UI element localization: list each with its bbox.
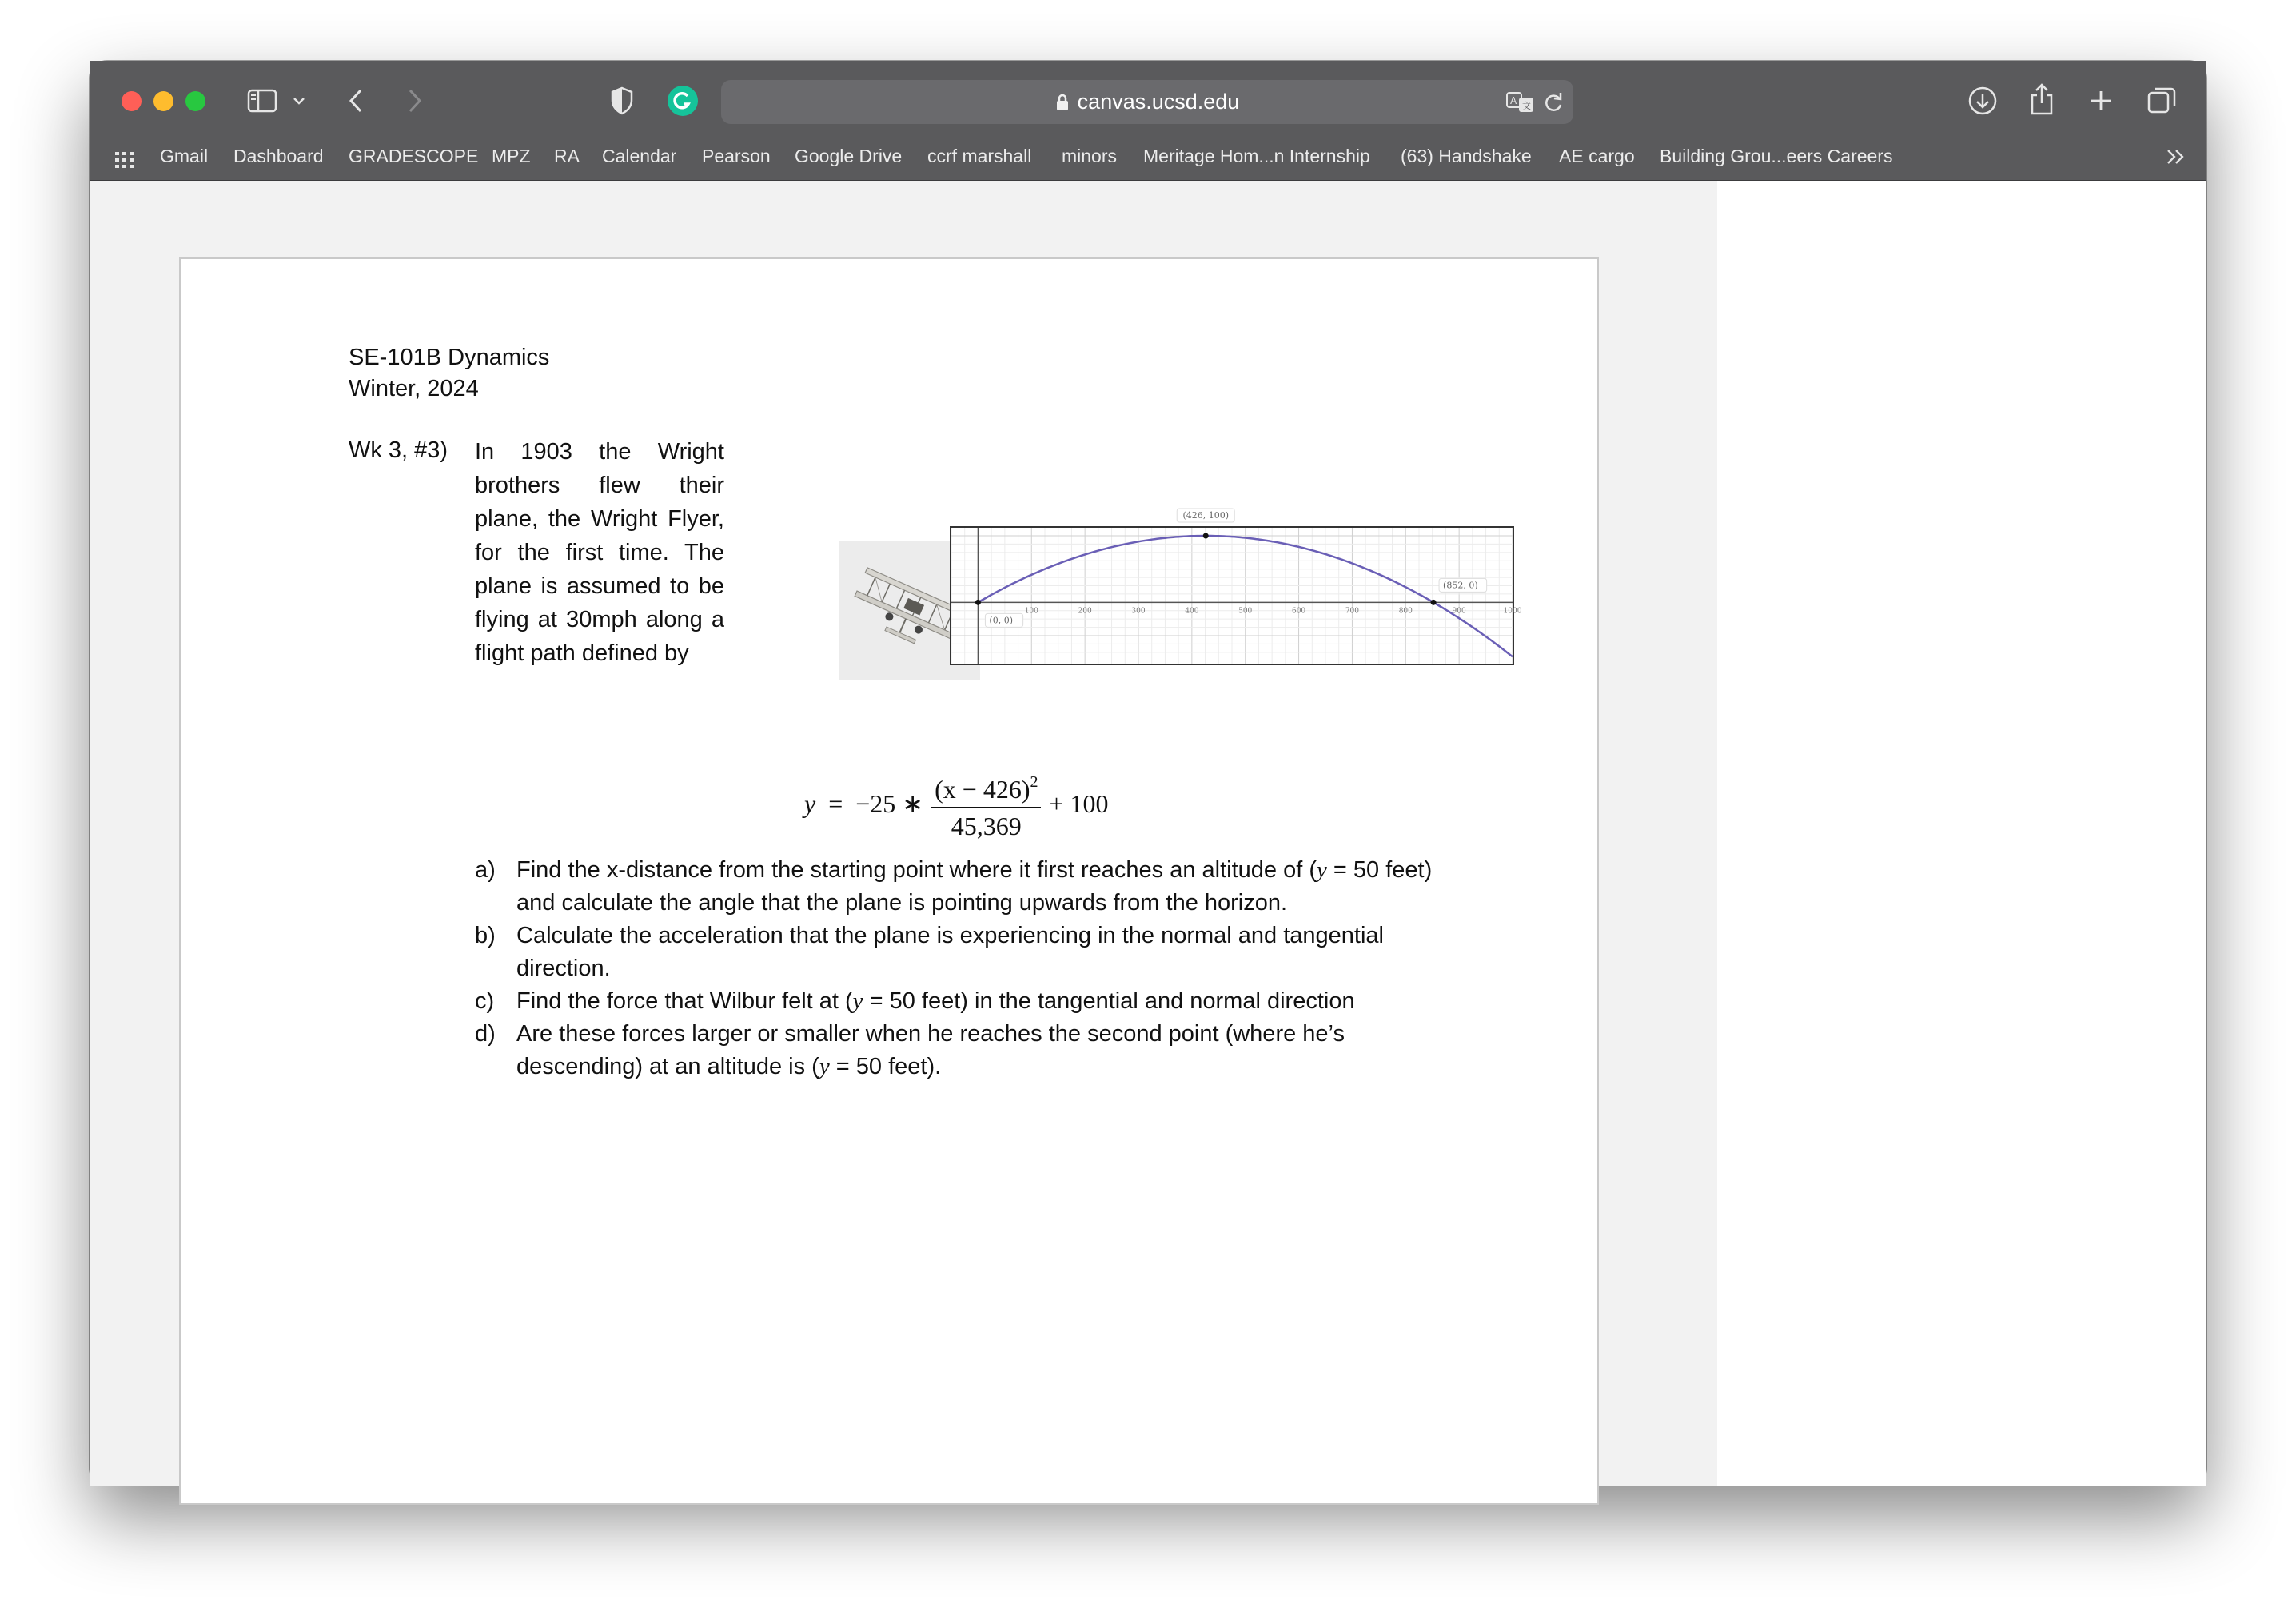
bookmark-ccrf-marshall[interactable]: ccrf marshall <box>927 146 1032 166</box>
part-variable: y <box>852 988 863 1014</box>
x-tick-label: 600 <box>1291 607 1306 616</box>
svg-text:文: 文 <box>1522 101 1531 111</box>
x-tick-label: 1000 <box>1503 607 1522 616</box>
x-tick-label: 200 <box>1078 607 1092 616</box>
bookmark-gmail[interactable]: Gmail <box>160 146 209 166</box>
part-text: Are these forces larger or smaller when he reaches the second point (where he’s descending) at an altitude is ( <box>516 1021 1345 1079</box>
part-label: a) <box>475 857 496 883</box>
bookmark-pearson[interactable]: Pearson <box>702 146 771 166</box>
part-variable: y <box>1316 857 1327 883</box>
page-content <box>90 181 2206 1486</box>
apps-grid-icon[interactable] <box>114 150 136 174</box>
bookmark-google-drive[interactable]: Google Drive <box>795 146 903 166</box>
part-label: c) <box>475 988 495 1014</box>
problem-label: Wk 3, #3) <box>349 437 448 463</box>
x-tick-label: 800 <box>1398 607 1413 616</box>
bookmark-mpz[interactable]: MPZ <box>492 146 531 166</box>
bookmark-building-careers[interactable]: Building Grou...eers Careers <box>1660 146 1893 166</box>
x-tick-label: 900 <box>1452 607 1466 616</box>
data-label: (426, 100) <box>1182 510 1230 521</box>
lock-icon <box>1055 93 1070 112</box>
data-label: (0, 0) <box>989 615 1014 626</box>
equation-tail: + 100 <box>1049 788 1109 818</box>
forward-arrow-icon[interactable] <box>403 85 427 117</box>
bookmark-ae-cargo[interactable]: AE cargo <box>1559 146 1635 166</box>
new-tab-plus-icon[interactable] <box>2087 86 2115 115</box>
equation-numerator <box>931 766 1041 808</box>
data-point <box>1203 533 1209 539</box>
data-point <box>975 600 981 605</box>
part-text: Find the force that Wilbur felt at ( <box>516 988 853 1014</box>
part-text-end: = 50 feet) in the tangential and normal direction <box>863 988 1355 1014</box>
part-variable: y <box>819 1054 830 1079</box>
privacy-shield-icon[interactable] <box>608 85 636 117</box>
sidebar-toggle-icon[interactable] <box>246 86 278 115</box>
svg-text:A: A <box>1510 95 1517 106</box>
part-label: b) <box>475 923 496 948</box>
part-text: Find the x-distance from the starting point where it first reaches an altitude of ( <box>516 857 1317 883</box>
bookmark-handshake[interactable]: (63) Handshake <box>1401 146 1532 166</box>
side-panel <box>1717 181 2206 1486</box>
document-page <box>179 257 1599 1505</box>
equation-fraction <box>931 766 1041 842</box>
address-bar[interactable] <box>721 80 1573 124</box>
problem-part-a <box>475 854 1434 920</box>
browser-window <box>90 61 2206 1486</box>
downloads-icon[interactable] <box>1967 85 1999 117</box>
reload-icon[interactable] <box>1541 90 1565 115</box>
equation-coefficient: −25 ∗ <box>855 789 924 818</box>
equation-numerator-base: (x − 426) <box>935 774 1030 804</box>
back-arrow-icon[interactable] <box>344 85 368 117</box>
x-tick-label: 500 <box>1238 607 1253 616</box>
x-tick-label: 700 <box>1345 607 1360 616</box>
equation-exponent: 2 <box>1030 772 1038 791</box>
tab-overview-icon[interactable] <box>2146 85 2178 117</box>
bookmark-minors[interactable]: minors <box>1062 146 1118 166</box>
close-window-button[interactable] <box>122 91 142 111</box>
part-text: Calculate the acceleration that the plane is experiencing in the normal and tangential direction. <box>516 923 1384 981</box>
problem-part-b <box>475 920 1434 985</box>
bookmark-meritage-internship[interactable]: Meritage Hom...n Internship <box>1143 146 1370 166</box>
grammarly-extension-icon[interactable] <box>667 85 699 117</box>
course-header <box>349 342 549 405</box>
more-bookmarks-chevron-icon[interactable] <box>2165 146 2187 168</box>
url-text: canvas.ucsd.edu <box>1077 90 1240 114</box>
part-label: d) <box>475 1021 496 1047</box>
equation-lhs: y <box>804 788 816 818</box>
equation-denominator: 45,369 <box>951 811 1022 840</box>
bookmark-dashboard[interactable]: Dashboard <box>233 146 324 166</box>
problem-part-c <box>475 985 1434 1018</box>
bookmark-gradescope[interactable]: GRADESCOPE <box>349 146 479 166</box>
share-icon[interactable] <box>2027 82 2056 117</box>
minimize-window-button[interactable] <box>153 91 173 111</box>
bookmark-calendar[interactable]: Calendar <box>602 146 677 166</box>
chevron-down-icon[interactable] <box>291 91 307 110</box>
course-title: SE-101B Dynamics <box>349 345 550 370</box>
flight-path-equation <box>804 768 1109 840</box>
zoom-window-button[interactable] <box>185 91 205 111</box>
part-text-end: = 50 feet) and calculate the angle that the plane is pointing upwards from the horizon. <box>516 857 1433 916</box>
problem-part-d <box>475 1018 1434 1083</box>
course-term: Winter, 2024 <box>349 376 479 401</box>
part-text-end: = 50 feet). <box>829 1054 942 1079</box>
bookmark-ra[interactable]: RA <box>554 146 580 166</box>
translate-icon[interactable] <box>1505 88 1537 117</box>
x-tick-label: 300 <box>1131 607 1146 616</box>
browser-toolbar <box>90 61 2206 181</box>
data-point <box>1431 600 1437 605</box>
x-tick-label: 400 <box>1185 607 1199 616</box>
problem-intro: In 1903 the Wright brothers flew their plane, the Wright Flyer, for the first time. The plane is assumed to be flying at 30mph along a flight path defined by <box>475 439 724 666</box>
flight-path-plot <box>951 510 1522 664</box>
flight-path-chart <box>950 510 1522 665</box>
problem-parts <box>475 854 1434 1083</box>
x-tick-label: 100 <box>1024 607 1038 616</box>
equation-equals: = <box>828 788 843 818</box>
data-label: (852, 0) <box>1443 580 1478 591</box>
